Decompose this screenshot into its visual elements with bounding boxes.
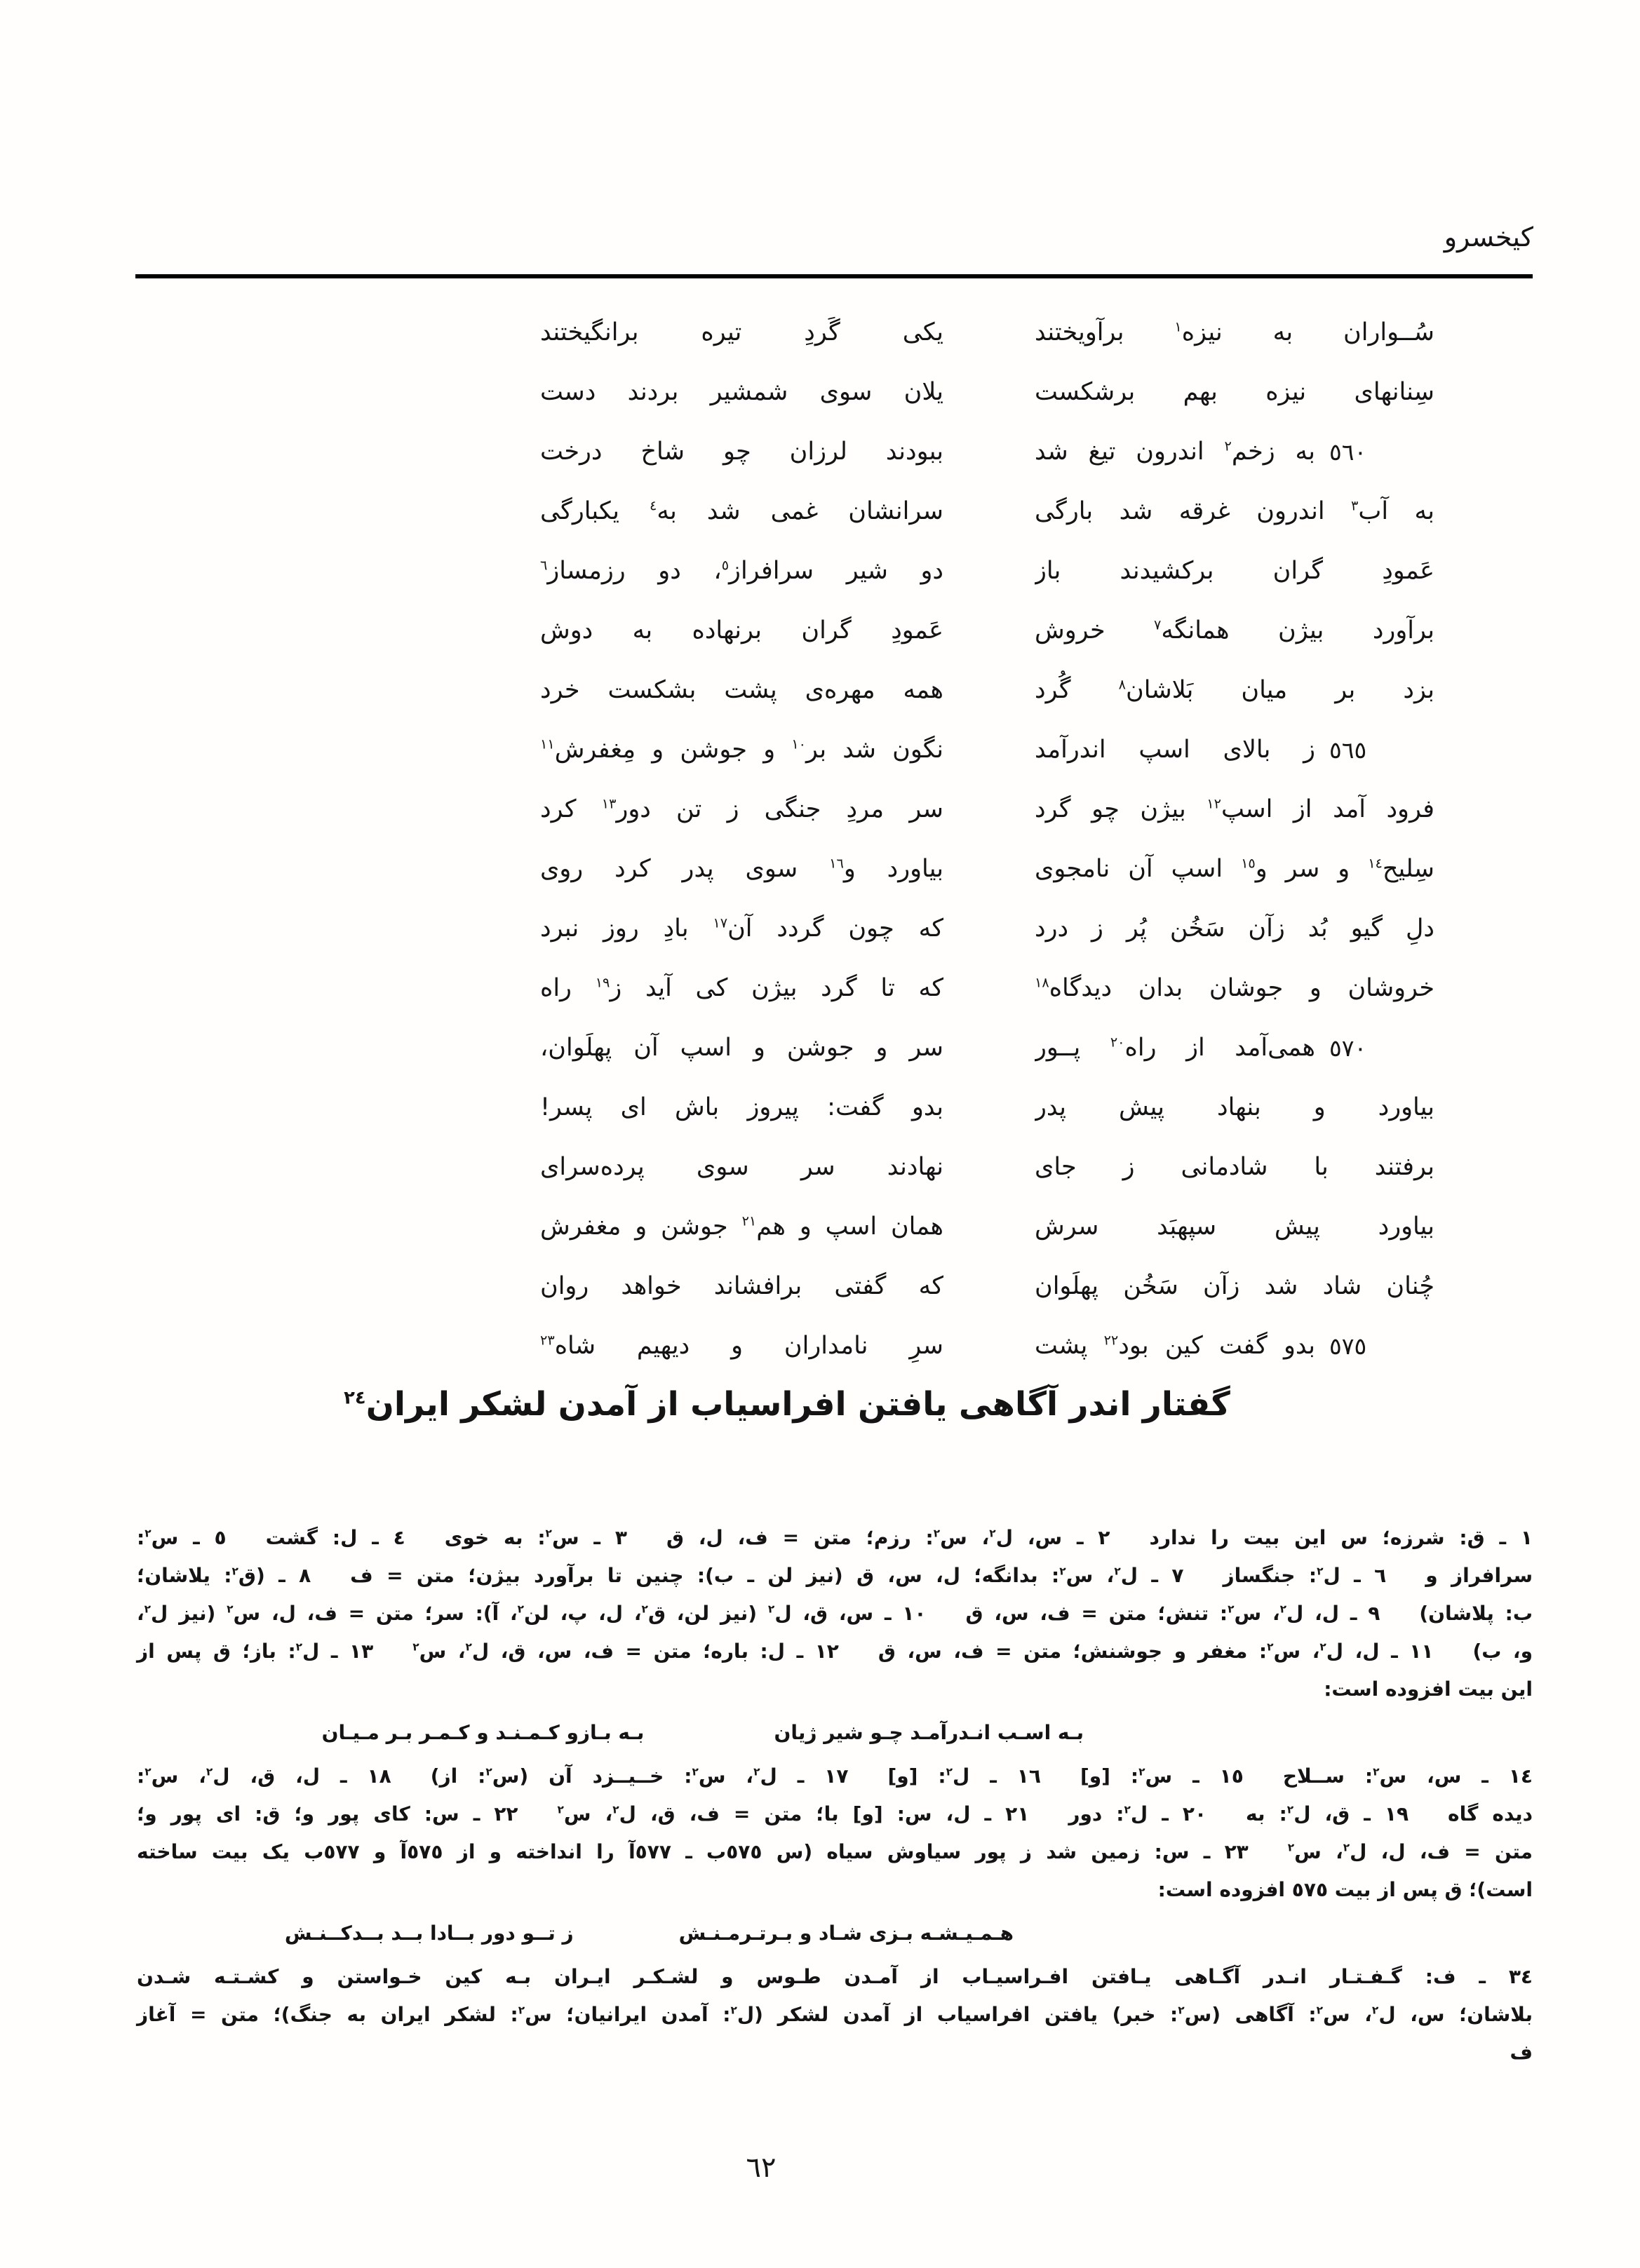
hemistich-right: سِلیح$^{١٤}$ و سر و$^{١٥}$ اسپ آن نامجوی (1035, 855, 1434, 883)
poem-row (449, 720, 1434, 780)
hemistich-left: بیاورد و$^{١٦}$ سوی پدر کرد روی (540, 855, 943, 883)
poem-row (449, 601, 1434, 661)
verse-number: ٥٧٠ (1329, 1034, 1367, 1062)
poem-row (449, 661, 1434, 720)
poem-row (449, 1316, 1434, 1376)
hemistich-right: فرود آمد از اسپ$^{١٢}$ بیژن چو گرد (1035, 795, 1434, 823)
poem-row (449, 899, 1434, 959)
inserted-verse-hemistich-right: بـه اسـب انـدرآمـد چـو شیر ژیان (774, 1721, 1084, 1744)
page-number: ٦٢ (746, 2152, 777, 2184)
header-rule (135, 274, 1533, 278)
poem-row (449, 1138, 1434, 1197)
hemistich-left: همان اسپ و هم$^{٢١}$ جوشن و مغفرش (540, 1213, 943, 1241)
poem (449, 303, 1434, 1376)
poem-row (449, 839, 1434, 899)
poem-row (449, 1257, 1434, 1316)
poem-row (449, 422, 1434, 482)
hemistich-right: بزد بر میان بَلاشان$^٨$ گُرد (1035, 676, 1434, 704)
poem-row (449, 541, 1434, 601)
hemistich-left: سرانشان غمی شد به$^٤$ یکبارگی (540, 497, 943, 525)
hemistich-right: عَمودِ گران برکشیدند باز (1035, 557, 1434, 585)
hemistich-right: ز بالای اسپ اندرآمد (1035, 736, 1315, 764)
critical-apparatus (137, 1519, 1533, 2072)
apparatus-line: این بیت افزوده است: (1324, 1678, 1533, 1701)
apparatus-line: و، ب) ١١ ـ ل، ل$^٢$، س$^٢$: مغفر و جوشنش؛ متن = ف، س، ق ١٢ ـ ل: باره؛ متن = ف، س، ق، ل$^٢$، س$^٢$ ١٣ ـ ل$^٢$: باز؛ ق پس از (137, 1640, 1533, 1663)
hemistich-right: دلِ گیو بُد زآن سَخُن پُر ز درد (1035, 914, 1434, 943)
apparatus-line: سرافراز و ٦ ـ ل$^٢$: جنگساز ٧ ـ ل$^٢$، س$^٢$: بدانگه؛ ل، س، ق (نیز لن ـ ب): چنین تا برآورد بیژن؛ متن = ف ٨ ـ (ق$^٢$: یلاشان؛ (137, 1564, 1533, 1587)
apparatus-line: ف (1510, 2041, 1533, 2064)
poem-row (449, 780, 1434, 839)
apparatus-line: بلاشان؛ س، ل$^٢$، س$^٢$: آگاهی (س$^٢$: خبر) یافتن افراسیاب از آمدن لشکر (ل$^٢$: آمدن ایرانیان؛ س$^٢$: لشکر ایران به جنگ)؛ متن = آغاز (137, 2003, 1533, 2026)
apparatus-inserted-verse (137, 1708, 1533, 1757)
hemistich-left: که تا گرد بیژن کی آید ز$^{١٩}$ راه (540, 974, 943, 1002)
apparatus-inserted-verse (137, 1909, 1533, 1958)
hemistich-left: که گفتی برافشاند خواهد روان (540, 1272, 943, 1300)
hemistich-left: نگون شد بر$^{١٠}$ و جوشن و مِغفرش$^{١١}$ (540, 736, 943, 764)
inserted-verse-hemistich-right: هـمـیـشـه بـزی شـاد و بـرتـرمـنـش (678, 1922, 1014, 1945)
hemistich-left: نهادند سر سوی پرده‌سرای (540, 1153, 943, 1181)
inserted-verse-hemistich-left: بـه بـازو کـمـنـد و کـمـر بـر مـیـان (321, 1721, 645, 1744)
hemistich-right: سِنانهای نیزه بهم برشکست (1035, 378, 1434, 406)
hemistich-left: عَمودِ گران برنهاده به دوش (540, 616, 943, 644)
section-heading-text: گفتار اندر آگاهی یافتن افراسیاب از آمدن لشکر ایران (365, 1385, 1230, 1424)
hemistich-right: بیاورد پیش سپهبَد سرش (1035, 1213, 1434, 1241)
poem-row (449, 1078, 1434, 1138)
hemistich-right: خروشان و جوشان بدان دیدگاه$^{١٨}$ (1035, 974, 1434, 1002)
poem-row (449, 1018, 1434, 1078)
verse-number: ٥٧٥ (1329, 1332, 1367, 1360)
hemistich-right: چُنان شاد شد زآن سَخُن پهلَوان (1035, 1272, 1434, 1300)
verse-number: ٥٦٠ (1329, 438, 1367, 466)
apparatus-line: ١٤ ـ س، س$^٢$: ســلاح ١٥ ـ س$^٢$: [و] ١٦ ـ ل$^٢$: [و] ١٧ ـ ل$^٢$، س$^٢$: خــیــزد آن (س$^٢$: از) ١٨ ـ ل، ق، ل$^٢$، س$^٢$: (137, 1764, 1533, 1788)
apparatus-line: متن = ف، ل، ل$^٢$، س$^٢$ ٢٣ ـ س: زمین شد ز پور سیاوش سیاه (س ٥٧٥ب ـ ٥٧٧آ را انداخته و از ٥٧٥آ و ٥٧٧ب یک بیت ساخته (137, 1840, 1533, 1863)
hemistich-right: برآورد بیژن همانگه$^٧$ خروش (1035, 616, 1434, 644)
hemistich-left: سرِ نامداران و دیهیم شاه$^{٢٣}$ (540, 1332, 943, 1360)
poem-row (449, 959, 1434, 1018)
hemistich-right: همی‌آمد از راه$^{٢٠}$ پــور (1035, 1034, 1315, 1062)
hemistich-left: یکی گَردِ تیره برانگیختند (540, 318, 943, 346)
hemistich-right: بیاورد و بنهاد پیش پدر (1035, 1093, 1434, 1121)
poem-row (449, 363, 1434, 422)
inserted-verse-hemistich-left: ز تــو دور بــادا بــد بــدکــنـش (284, 1922, 574, 1945)
hemistich-left: یلان سوی شمشیر بردند دست (540, 378, 943, 406)
running-head: کیخسرو (1444, 222, 1533, 252)
hemistich-left: همه مهره‌ی پشت بشکست خرد (540, 676, 943, 704)
poem-row (449, 482, 1434, 541)
hemistich-left: ببودند لرزان چو شاخ درخت (540, 438, 943, 466)
hemistich-right: به آب$^٣$ اندرون غرقه شد بارگی (1035, 497, 1434, 525)
apparatus-line: ١ ـ ق: شرزه؛ س این بیت را ندارد ٢ ـ س، ل$^٢$، س$^٢$: رزم؛ متن = ف، ل، ق ٣ ـ س$^٢$: به خوی ٤ ـ ل: گشت ٥ ـ س$^٢$: (137, 1526, 1533, 1549)
poem-row (449, 303, 1434, 363)
poem-row (449, 1197, 1434, 1257)
hemistich-right: سُــواران به نیزه$^١$ برآویختند (1035, 318, 1434, 346)
apparatus-line: دیده گاه ١٩ ـ ق، ل$^٢$: به ٢٠ ـ ل$^٢$: دور ٢١ ـ ل، س: [و] با؛ متن = ف، ق، ل$^٢$، س$^٢$ ٢٢ ـ س: کای پور و؛ ق: ای پور و؛ (137, 1802, 1533, 1825)
section-heading (0, 1385, 1574, 1424)
apparatus-line: ب: پلاشان) ٩ ـ ل، ل$^٢$، س$^٢$: تنش؛ متن = ف، س، ق ١٠ ـ س، ق، ل$^٢$ (نیز لن، ق$^٢$، ل، پ، لن$^٢$، آ): سر؛ متن = ف، ل، س$^٢$ (نیز ل$^٢$، (137, 1602, 1533, 1625)
section-heading-note-ref: ٢٤ (344, 1387, 366, 1409)
hemistich-left: دو شیر سرافراز$^٥$، دو رزمساز$^٦$ (540, 557, 943, 585)
hemistich-left: سر مردِ جنگی ز تن دور$^{١٣}$ کرد (540, 795, 943, 823)
hemistich-left: سر و جوشن و اسپ آن پهلَوان، (540, 1034, 943, 1062)
hemistich-left: بدو گفت: پیروز باش ای پسر! (540, 1093, 943, 1121)
apparatus-line: ٣٤ ـ ف: گـفـتـار انـدر آگـاهی یـافتن افـراسیـاب از آمـدن طـوس و لشـکـر ایـران بـه کین خـواستن و کشـتـه شـدن (137, 1965, 1533, 1988)
apparatus-line: است)؛ ق پس از بیت ٥٧٥ افزوده است: (1157, 1878, 1533, 1901)
hemistich-right: بدو گفت کین بود$^{٢٢}$ پشت (1035, 1332, 1315, 1360)
verse-number: ٥٦٥ (1329, 736, 1367, 764)
hemistich-right: برفتند با شادمانی ز جای (1035, 1153, 1434, 1181)
hemistich-left: که چون گردد آن$^{١٧}$ بادِ روز نبرد (540, 914, 943, 943)
hemistich-right: به زخم$^٢$ اندرون تیغ شد (1035, 438, 1315, 466)
